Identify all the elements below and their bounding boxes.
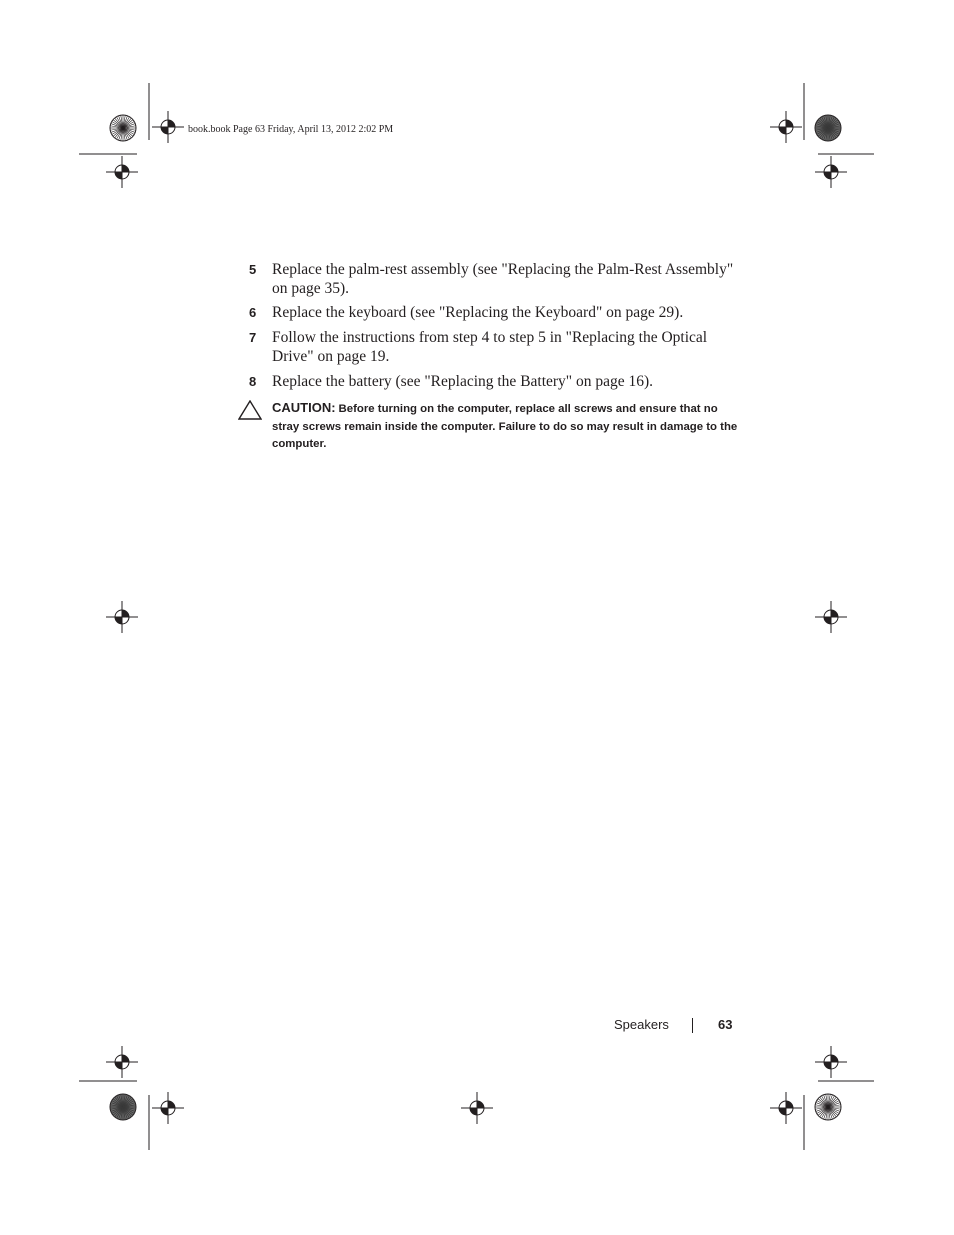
registration-mark (770, 111, 802, 143)
registration-mark (106, 1046, 138, 1078)
step-number: 7 (249, 330, 257, 345)
registration-mark (106, 601, 138, 633)
step-text: Replace the battery (see "Replacing the Battery" on page 16). (272, 373, 654, 390)
starburst-mark (110, 115, 136, 141)
registration-mark (815, 1046, 847, 1078)
registration-mark (815, 156, 847, 188)
step-number: 6 (249, 305, 257, 320)
registration-mark (815, 601, 847, 633)
footer-section-name: Speakers (614, 1017, 669, 1032)
step-text: Replace the keyboard (see "Replacing the Keyboard" on page 29). (272, 304, 684, 321)
registration-mark (152, 111, 184, 143)
page-number: 63 (718, 1017, 733, 1032)
registration-mark (106, 156, 138, 188)
starburst-mark (815, 115, 841, 141)
caution-label: CAUTION: (272, 400, 336, 415)
page-footer (610, 1016, 740, 1036)
caution-text: Before turning on the computer, replace all screws and ensure that no stray screws remain inside the computer. Failure to do so may result in damage to the computer. (272, 403, 738, 450)
footer-divider (692, 1018, 693, 1033)
registration-mark (461, 1092, 493, 1124)
registration-mark (770, 1092, 802, 1124)
starburst-mark (110, 1094, 136, 1120)
caution-triangle-icon (238, 400, 262, 420)
slug-line: book.book Page 63 Friday, April 13, 2012 2:02 PM (188, 124, 394, 135)
step-text: Follow the instructions from step 4 to step 5 in "Replacing the Optical Drive" on page 19. (272, 329, 708, 365)
step-number: 5 (249, 262, 257, 277)
step-text: Replace the palm-rest assembly (see "Replacing the Palm-Rest Assembly" on page 35). (272, 261, 734, 297)
step-number: 8 (249, 374, 257, 389)
starburst-mark (815, 1094, 841, 1120)
registration-mark (152, 1092, 184, 1124)
